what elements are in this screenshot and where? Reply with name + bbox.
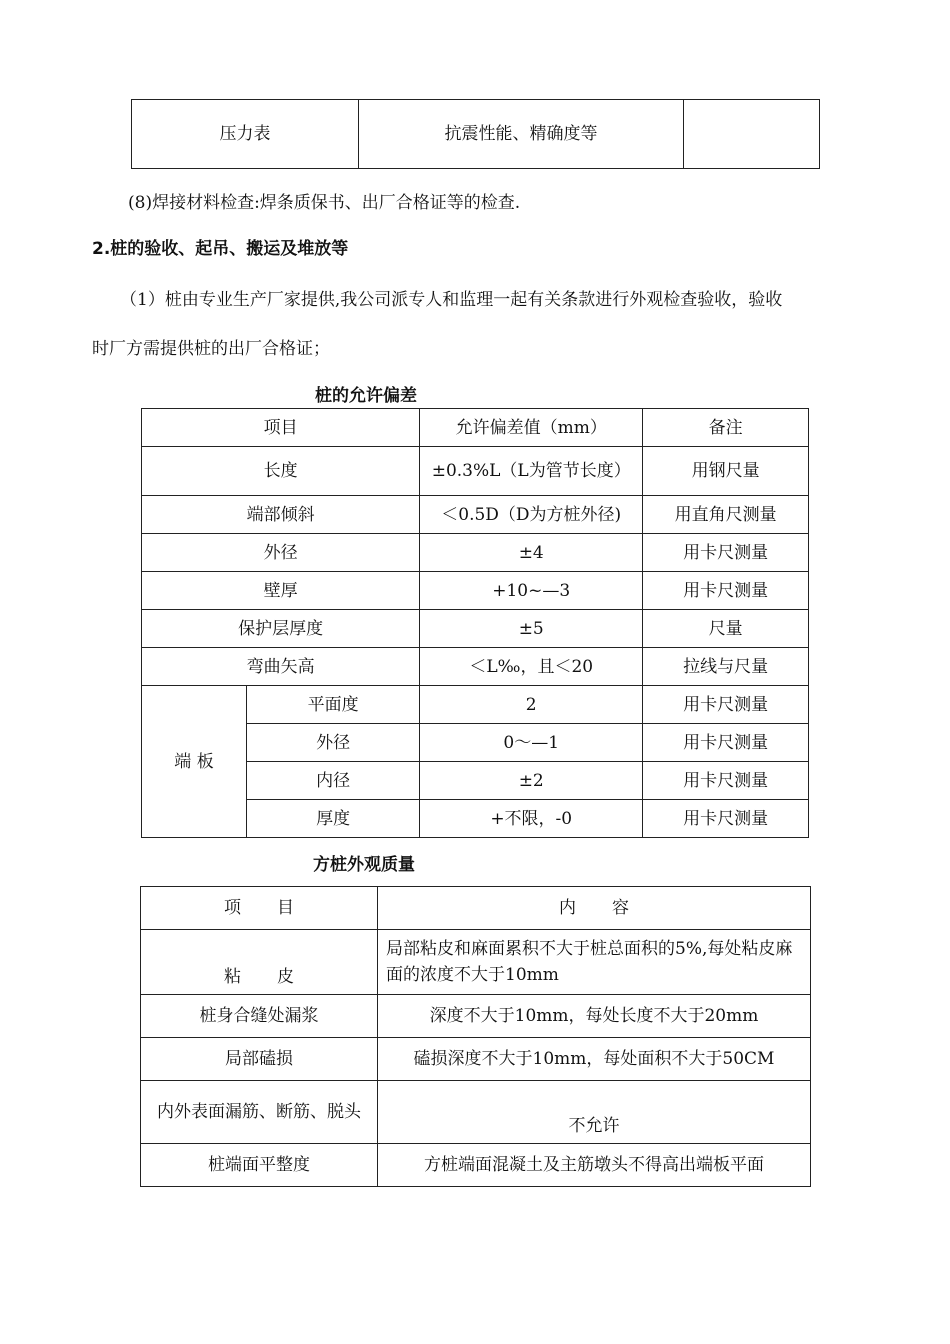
table-cell: 磕损深度不大于10mm，每处面积不大于50CM bbox=[378, 1038, 811, 1081]
table-cell: 不允许 bbox=[378, 1081, 811, 1144]
table-row bbox=[141, 1144, 811, 1187]
table-cell: 桩端面平整度 bbox=[141, 1144, 378, 1187]
table-cell: 局部粘皮和麻面累积不大于桩总面积的5%,每处粘皮麻面的浓度不大于10mm bbox=[378, 930, 811, 995]
table-cell: ＜0.5D（D为方桩外径) bbox=[420, 496, 643, 534]
table-cell: 方桩端面混凝土及主筋墩头不得高出端板平面 bbox=[378, 1144, 811, 1187]
table-header-row bbox=[141, 887, 811, 930]
table-cell: 用卡尺测量 bbox=[643, 686, 809, 724]
table-row bbox=[142, 447, 809, 496]
table-cell: 内径 bbox=[247, 762, 420, 800]
table-cell: 端部倾斜 bbox=[142, 496, 420, 534]
table-cell: 2 bbox=[420, 686, 643, 724]
table-cell: 压力表 bbox=[132, 100, 359, 169]
group-label-end-plate: 端 板 bbox=[142, 686, 247, 838]
table-cell: 粘 皮 bbox=[141, 930, 378, 995]
table-cell: ±4 bbox=[420, 534, 643, 572]
table-cell: 抗震性能、精确度等 bbox=[359, 100, 684, 169]
table-cell: ±0.3%L（L为管节长度） bbox=[420, 447, 643, 496]
paragraph-pile-acceptance-line1: （1）桩由专业生产厂家提供,我公司派专人和监理一起有关条款进行外观检查验收，验收 bbox=[120, 290, 783, 310]
column-header: 内 容 bbox=[378, 887, 811, 930]
table-cell: 弯曲矢高 bbox=[142, 648, 420, 686]
table-row bbox=[142, 648, 809, 686]
table-cell bbox=[684, 100, 820, 169]
section-heading: 2.桩的验收、起吊、搬运及堆放等 bbox=[92, 239, 349, 259]
table-row bbox=[141, 1038, 811, 1081]
column-header: 项目 bbox=[142, 409, 420, 447]
table-cell: 用卡尺测量 bbox=[643, 534, 809, 572]
table-cell: 保护层厚度 bbox=[142, 610, 420, 648]
table-cell: 0～—1 bbox=[420, 724, 643, 762]
table-cell: 用钢尺量 bbox=[643, 447, 809, 496]
table-caption-tolerance: 桩的允许偏差 bbox=[315, 386, 417, 406]
table-cell: 平面度 bbox=[247, 686, 420, 724]
pressure-gauge-table bbox=[131, 99, 820, 169]
table-cell: 用卡尺测量 bbox=[643, 800, 809, 838]
table-row bbox=[141, 930, 811, 995]
pile-tolerance-table bbox=[141, 408, 809, 838]
table-cell: 拉线与尺量 bbox=[643, 648, 809, 686]
table-row bbox=[142, 686, 809, 724]
table-header-row bbox=[142, 409, 809, 447]
paragraph-pile-acceptance-line2: 时厂方需提供桩的出厂合格证； bbox=[92, 339, 330, 359]
table-row bbox=[142, 534, 809, 572]
table-cell: 内外表面漏筋、断筋、脱头 bbox=[141, 1081, 378, 1144]
table-row bbox=[142, 496, 809, 534]
table-cell: ±5 bbox=[420, 610, 643, 648]
table-caption-appearance: 方桩外观质量 bbox=[313, 855, 415, 875]
table-cell: 外径 bbox=[247, 724, 420, 762]
table-row bbox=[141, 1081, 811, 1144]
table-cell: +10~—3 bbox=[420, 572, 643, 610]
table-row bbox=[142, 610, 809, 648]
table-cell: +不限，-0 bbox=[420, 800, 643, 838]
paragraph-welding-check: (8)焊接材料检查:焊条质保书、出厂合格证等的检查. bbox=[128, 193, 521, 213]
table-cell: 用卡尺测量 bbox=[643, 724, 809, 762]
table-cell: 用卡尺测量 bbox=[643, 762, 809, 800]
column-header: 备注 bbox=[643, 409, 809, 447]
table-cell: ±2 bbox=[420, 762, 643, 800]
table-cell: 尺量 bbox=[643, 610, 809, 648]
table-cell: 壁厚 bbox=[142, 572, 420, 610]
table-cell: 用直角尺测量 bbox=[643, 496, 809, 534]
table-row bbox=[141, 995, 811, 1038]
table-cell: 桩身合缝处漏浆 bbox=[141, 995, 378, 1038]
table-cell: 深度不大于10mm，每处长度不大于20mm bbox=[378, 995, 811, 1038]
table-cell: 用卡尺测量 bbox=[643, 572, 809, 610]
table-row bbox=[142, 572, 809, 610]
pile-appearance-quality-table bbox=[140, 886, 811, 1187]
table-cell: 局部磕损 bbox=[141, 1038, 378, 1081]
table-cell: 外径 bbox=[142, 534, 420, 572]
table-row bbox=[132, 100, 820, 169]
column-header: 允许偏差值（mm） bbox=[420, 409, 643, 447]
table-cell: ＜L‰，且＜20 bbox=[420, 648, 643, 686]
table-cell: 厚度 bbox=[247, 800, 420, 838]
table-cell: 长度 bbox=[142, 447, 420, 496]
column-header: 项 目 bbox=[141, 887, 378, 930]
